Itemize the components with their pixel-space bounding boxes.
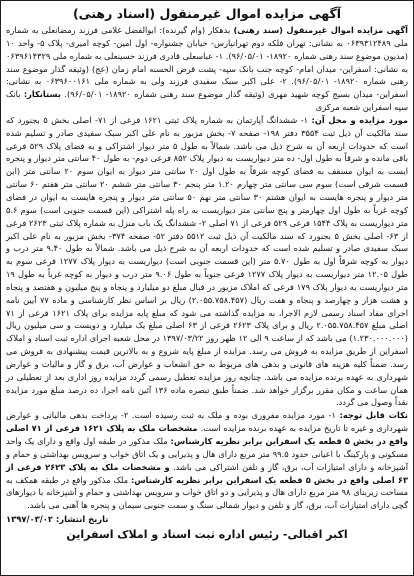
property-2623-text: ملک مذکور واقع در طبقه همکف به مساحت زیربنای ۹۸ متر مربع دارای هال و پذیرایی و دو اتاق خواب و سرویس بهداشتی و حمام و آشپزخانه با دیوارهای گچی دارای امتیازات آب، برق، گاز و تلفن و دیوار شمالی سنگ و سمت جنوبی سیمان و پنجره ها آهنی می باشد. bbox=[6, 474, 409, 511]
auction-subject-paragraph bbox=[6, 114, 408, 409]
debtor-text: بدهکار (وام گیرنده): ابوالفضل غلامی فرزند رمضانعلی به شماره ملی ۰۶۳۹۳۱۲۴۸۹ به نشانی: تهران فلکه دوم تهرانپارس- خیابان جشنواره- اول امین- کوچه امیری- پلاک ۵- واحد ۱۰ (مدیون موضوع سند رهنی شماره ۱۸۹۲۰- ۹۶/۰۵/۰۱). ۱- عباسعلی قادری فرزند حسینعلی به شماره ملی ۰۶۳۹۶۱۴۳۲۹ به نشانی: اسفراین- میدان امام- کوچه جنب بانک سپه- پشت قرض الحسنه امام زمان (عج) (وثیقه گذار موضوع سند رهنی شماره ۱۸۹۲۰- ۹۶/۰۵/۰۱). ۲- علی اکبر سبک سفیدی فرزند ولی به شماره ملی ۰۶۳۹۶۰۰۱۶۱ به نشانی: اسفراین- میدان بسیج کوچه شهید مهری (وثیقه گذار موضوع سند رهنی شماره ۱۸۹۲۰- ۹۶/۰۵/۰۱). bbox=[6, 25, 409, 100]
creditor-text: بانک سپه اسفراین شعبه مرکزی bbox=[6, 89, 408, 113]
creditor-label: بستانکار: bbox=[23, 89, 65, 100]
publish-date: تاریخ انتشار: ۱۳۹۷/۰۳/۰۲ bbox=[6, 514, 109, 525]
notes-text: ۱- مورد مزایده مفروزی بوده و ملک به ثبت رسیده است. ۲- پرداخت بدهی مالیاتی و عوارض شهرداری و غیره تا تاریخ مزایده به عهده برنده مزایده است. bbox=[6, 410, 408, 434]
notes-label: نکات قابل توجه: bbox=[339, 410, 409, 421]
auction-subject-text: ۱- ششدانگ آپارتمان به شماره پلاک ثبتی ۱۶۲۱ فرعی از ۷۱- اصلی بخش ۵ بجنورد که سند مالکیت آن ذیل ثبت ۳۵۵۴ دفتر ۱۹۸- صفحه ۷- بخش مزبور به نام علی اکبر سبک سفیدی صادر و تسلیم شده است که حدودات اربعه آن به شرح ذیل می باشد. شمالاً به طول ۵ متر دیوار اشتراکی و به فضای پلاک ۵۲۹ فرعی باقی مانده و شرقاً به طول اول- ده متر دیواریست به دیوار پلاک ۸۵۲ فرعی دوم- به طول ۴۰ سانتی متر دیوار و پنجره ایست به ایوان مسقف به فضای کوچه شرقاً به طول اول ۲۰ سانتی متر دیوار به ایوان سوم ۲۰ سانتی متر (این قسمت شرقی است) سوم سی سانتی متر چهارم ۱.۲۰ متر پنجم ۳۰ سانتی متر ششم ۲۰ سانتی متر هفتم ۶۰ سانتی متر دیوار و پنجره هایست به ایوان هشتم ۳۰ سانتی متر نهم ۵۰ سانتی متر دیوار و پنجره هایست به ایوان در فضای کوچه غرباً به طول اول چهارمتر و پنج سانتی متر دیواریست به راه پله اشتراکی (این قسمت جنوبی است) سوم ۵.۶ متر دیواریست به پلاک ۱۵۴۴ فرعی ۵۲۹ فرعی از ۷۱ اصلی ۲- ششدانگ یک باب منزل به شماره پلاک ثبتی ۲۶۲۳ فرعی از ۶۳- اصلی بخش ۵ بجنورد که سند مالکیت آن ذیل ثبت ۵۵۱۲ دفتر ۵۲- صفحه ۳۷۴- بخش مزبور به نام علی اکبر سبک سفیدی صادر و تسلیم شده است که حدودات اربعه آن به شرح ذیل می باشد. شمالاً به طول ۹.۴۰ متر درب و دیوار به کوچه شرقاً اول به طول ۵.۷۰ متر (این قسمت جنوبی است) دیواریست به دیوار پلاک ۱۲۷۷ فرعی سوم به طول ۱۲.۰۵ متر دیواریست به دیوار پلاک ۱۲۷۷ فرعی جنوباً به طول ۹.۰۶ متر درب و دیوار به کوچه غرباً به طول ۱۹ متر دیواریست به دیوار پلاک ۱۷۹ فرعی که املاک مزبور در قبال مبلغ دو میلیارد و پنجاه و پنج میلیون و هفتصد و پنجاه و هشت هزار و چهارصد و پنجاه و هفت ریال (۲.۰۵۵.۷۵۸.۴۵۷) ریال بر اساس نظر کارشناسی و ماده ۷۷ آیین نامه اجرای مفاد اسناد رسمی لازم الاجرا، به مزایده گذاشته می شود که مبلغ پایه مزایده برای پلاک ۱۶۲۱ فرعی از ۷۱ اصلی مبلغ ۲.۰۵۵.۷۵۸.۴۵۷ ریال و برای پلاک ۲۶۲۳ فرعی از ۶۳ اصلی مبلغ یک میلیارد و دویست و سی میلیون ریال (۱.۲۳۰.۰۰۰.۰۰۰) می باشد که از ساعت ۹ الی ۱۲ ظهر روز ۱۳۹۷/۰۳/۲۲ در محل شعبه اجرای اداره ثبت اسناد و املاک اسفراین از طریق مزایده به فروش می رسد. مزایده از مبلغ پایه شروع و به بالاترین قیمت پیشنهادی به فروش می رسد. ضمناً کلیه هزینه های قانونی و بدهی های مربوط به حق انشعاب و عوارض آب، برق و گاز و مالیات و عوارض شهرداری به عهده برنده مزایده می باشد. چنانچه روز مزایده تعطیل رسمی گردد مزایده روز اداری بعد از تعطیلی در همان ساعت و مکان مقرر برگزار خواهد شد. ضمناً طبق تبصره ماده ۱۳۶ آئین نامه اجرا، ده درصد مبلغ مورد مزایده نقداً وصول می گردد. bbox=[6, 114, 409, 408]
property-1621-text: ملک مذکور در طبقه اول واقع و دارای یک واحد مسکونی و پارکینگ با اعیانی حدود ۹۹.۵ متر مربع دارای هال و پذیرایی و یک اتاق خواب و سرویس بهداشتی و حمام و آشپزخانه و دارای امتیازات آب، برق، گاز و تلفن اشتراکی می باشد. bbox=[6, 436, 408, 472]
debtor-paragraph bbox=[6, 24, 408, 114]
notice-body bbox=[6, 24, 408, 512]
auction-subject-label: مورد مزایده و محل آن: bbox=[311, 114, 408, 125]
notice-title: آگهی مزایده اموال غیرمنقول (اسناد رهنی) bbox=[72, 6, 342, 21]
notes-paragraph bbox=[6, 409, 408, 512]
property-2623-label: و مشخصات ملک به پلاک ۲۶۲۳ فرعی از ۶۳ اصلی واقع در بخش ۵ قطعه یک اسفراین برابر نظریه کارشناس: bbox=[6, 461, 408, 485]
signature: اکبر اقبالی- رئیس اداره ثبت اسناد و املاک اسفراین bbox=[66, 528, 348, 542]
debtor-label: آگهی مزایده اموال غیرمنقول (سند رهنی) bbox=[233, 25, 408, 35]
property-1621-label: مشخصات ملک به پلاک ۱۶۲۱ فرعی از ۷۱ اصلی واقع در بخش ۵ قطعه یک اسفراین برابر نظریه کارشناس: bbox=[6, 423, 408, 446]
